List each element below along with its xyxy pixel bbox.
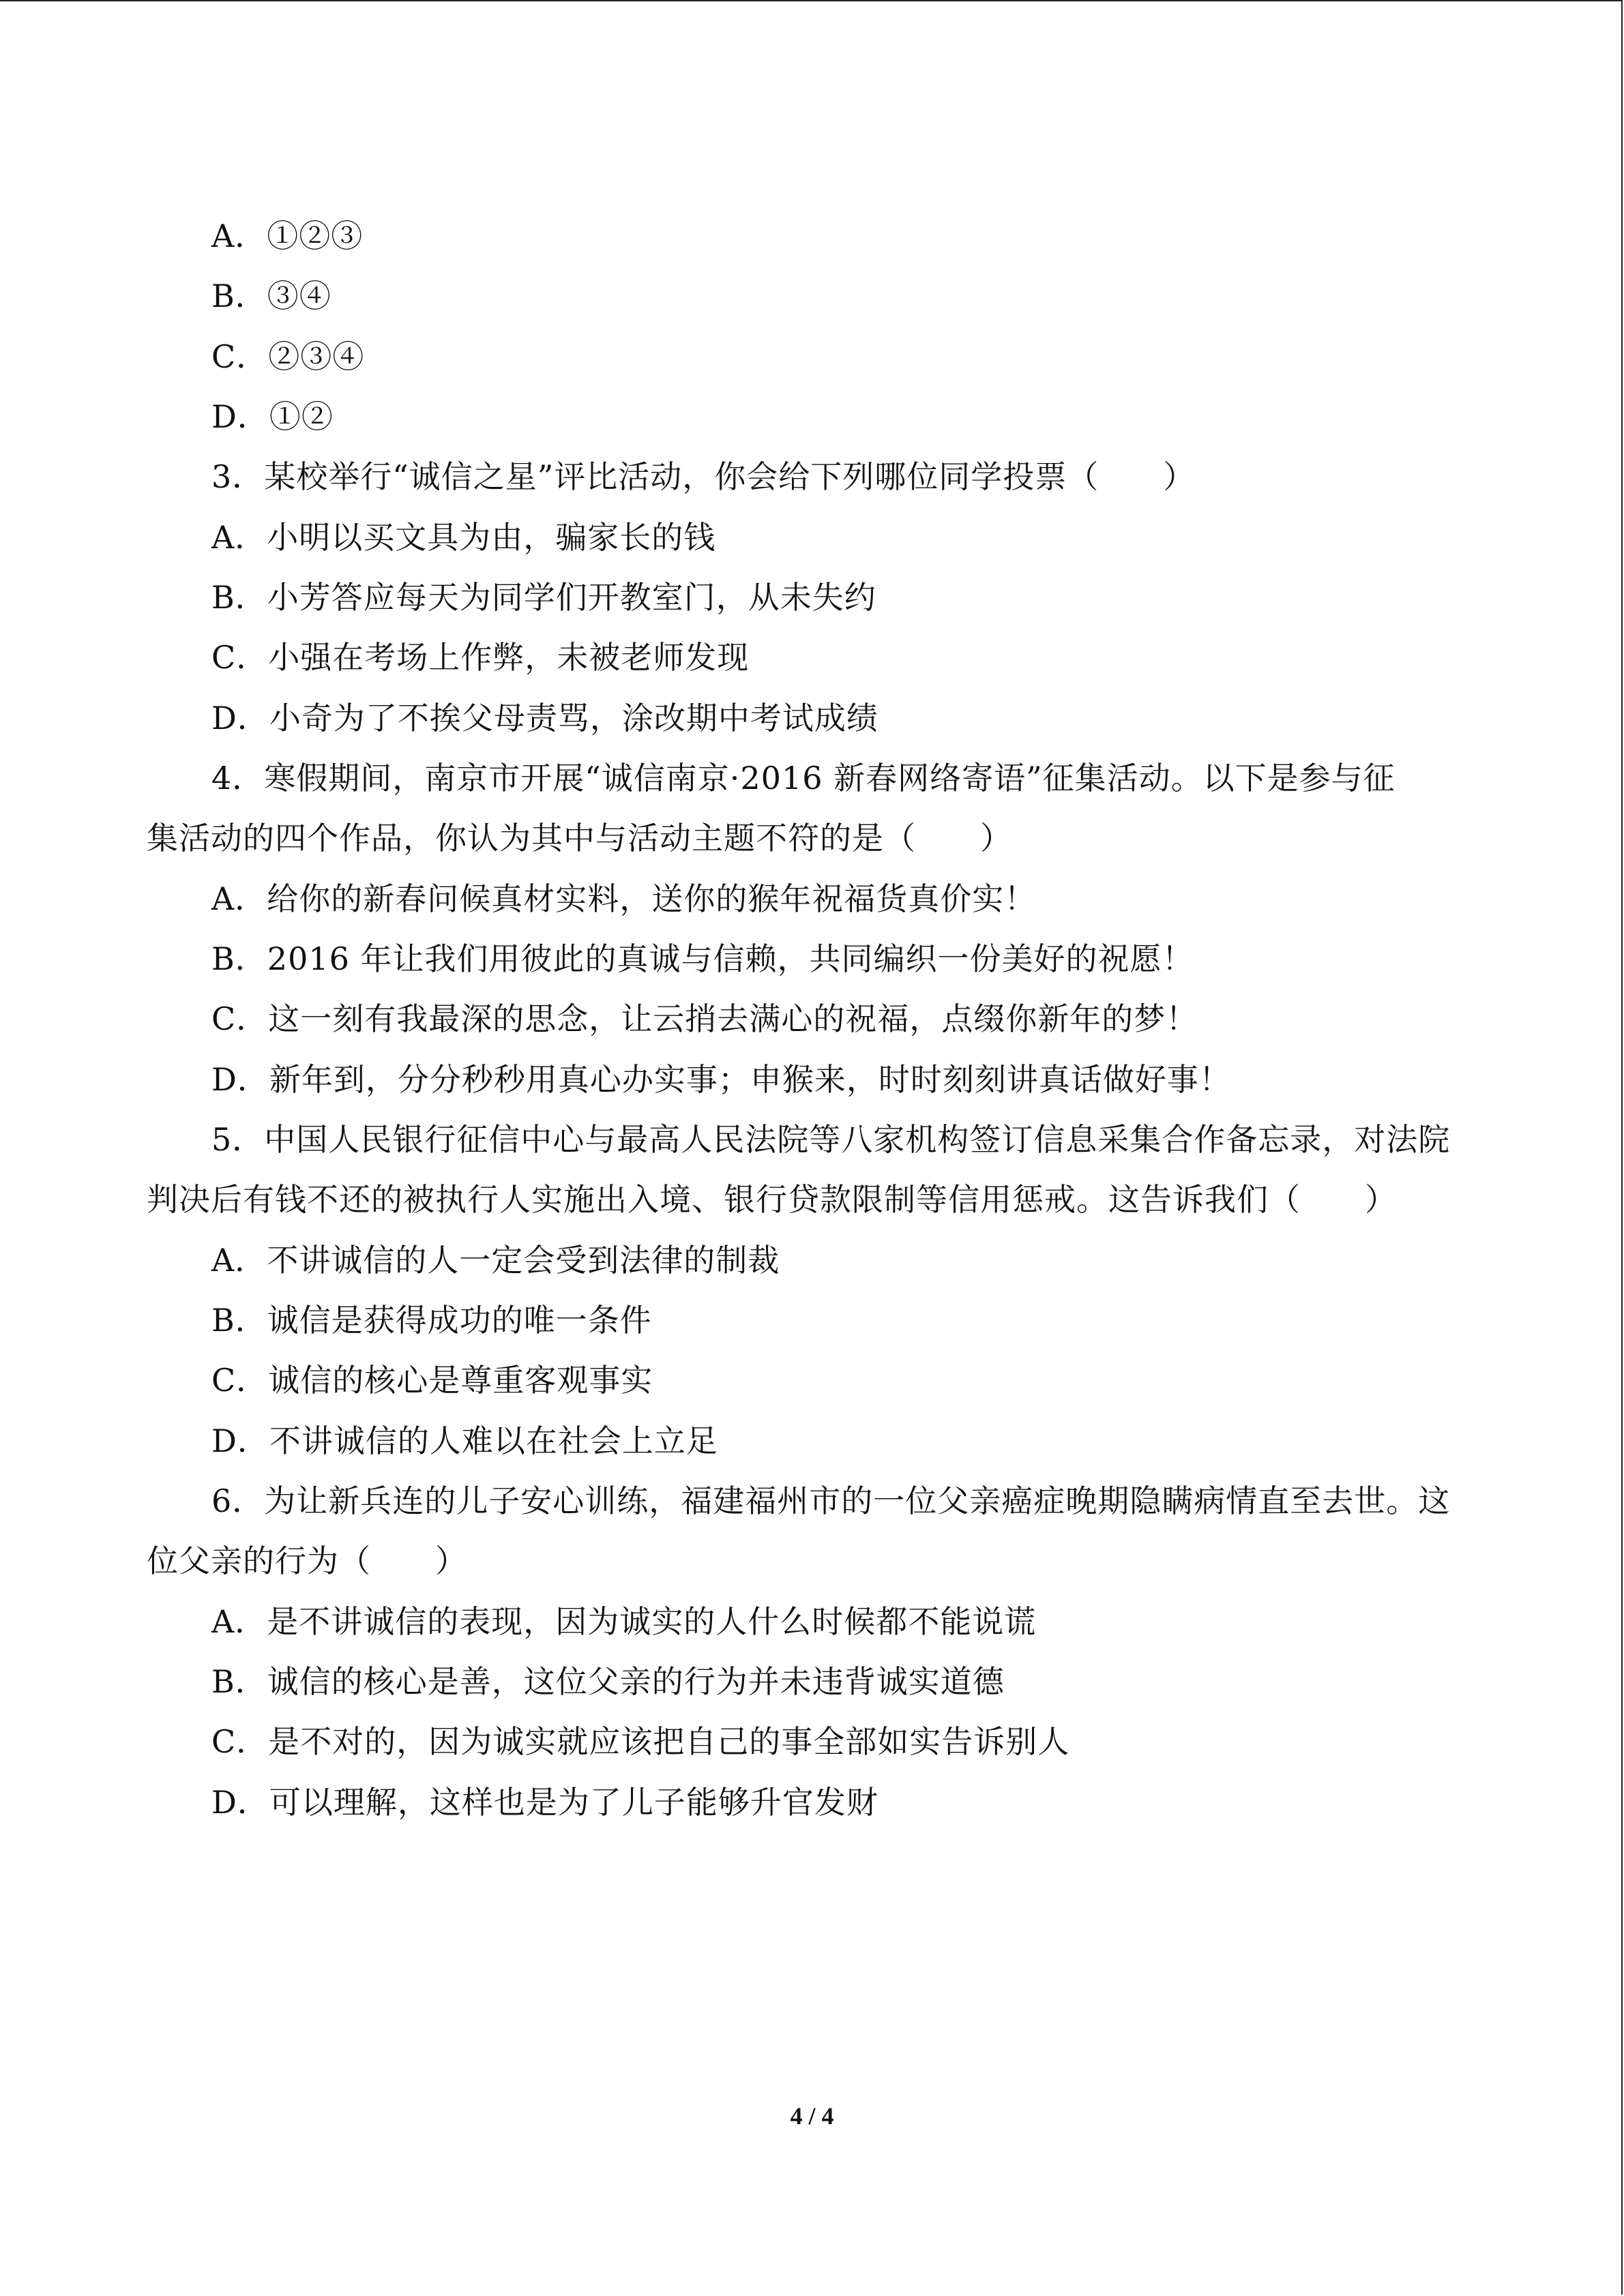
- q4-option-d: D．新年到，分分秒秒用真心办实事；申猴来，时时刻刻讲真话做好事！: [211, 1061, 1231, 1098]
- q6-option-a: A．是不讲诚信的表现，因为诚实的人什么时候都不能说谎: [211, 1603, 1037, 1640]
- q4-option-a: A．给你的新春问候真材实料，送你的猴年祝福货真价实！: [211, 880, 1037, 917]
- q3-option-b: B．小芳答应每天为同学们开教室门，从未失约: [211, 579, 876, 616]
- q2-option-d: D．①②: [211, 398, 334, 435]
- q5-option-a: A．不讲诚信的人一定会受到法律的制裁: [211, 1242, 780, 1279]
- q4-stem-line2: 集活动的四个作品，你认为其中与活动主题不符的是（ ）: [147, 820, 1012, 856]
- q6-option-c: C．是不对的，因为诚实就应该把自己的事全部如实告诉别人: [211, 1723, 1070, 1760]
- q2-option-a: A．①②③: [211, 218, 364, 254]
- q3-option-d: D．小奇为了不挨父母责骂，涂改期中考试成绩: [211, 700, 879, 736]
- page-number: 4 / 4: [790, 2102, 834, 2130]
- q4-option-b: B．2016 年让我们用彼此的真诚与信赖，共同编织一份美好的祝愿！: [211, 940, 1194, 977]
- q3-option-a: A．小明以买文具为由，骗家长的钱: [211, 519, 716, 556]
- q5-option-b: B．诚信是获得成功的唯一条件: [211, 1302, 652, 1339]
- q4-stem-line1: 4．寒假期间，南京市开展“诚信南京·2016 新春网络寄语”征集活动。以下是参与征: [211, 760, 1396, 796]
- q6-option-b: B．诚信的核心是善，这位父亲的行为并未违背诚实道德: [211, 1663, 1005, 1700]
- q5-stem-line2: 判决后有钱不还的被执行人实施出入境、银行贷款限制等信用惩戒。这告诉我们（ ）: [147, 1181, 1397, 1218]
- q5-stem-line1: 5．中国人民银行征信中心与最高人民法院等八家机构签订信息采集合作备忘录，对法院: [211, 1121, 1451, 1158]
- q6-stem-line1: 6．为让新兵连的儿子安心训练，福建福州市的一位父亲癌症晚期隐瞒病情直至去世。这: [211, 1482, 1451, 1519]
- q3-option-c: C．小强在考场上作弊，未被老师发现: [211, 639, 750, 676]
- q6-stem-line2: 位父亲的行为（ ）: [147, 1542, 467, 1579]
- q3-stem: 3．某校举行“诚信之星”评比活动，你会给下列哪位同学投票（ ）: [211, 458, 1196, 495]
- q5-option-c: C．诚信的核心是尊重客观事实: [211, 1362, 653, 1399]
- q2-option-c: C．②③④: [211, 338, 365, 375]
- q6-option-d: D．可以理解，这样也是为了儿子能够升官发财: [211, 1784, 879, 1821]
- q4-option-c: C．这一刻有我最深的思念，让云捎去满心的祝福，点缀你新年的梦！: [211, 1000, 1198, 1037]
- q5-option-d: D．不讲诚信的人难以在社会上立足: [211, 1422, 718, 1459]
- q2-option-b: B．③④: [211, 278, 331, 314]
